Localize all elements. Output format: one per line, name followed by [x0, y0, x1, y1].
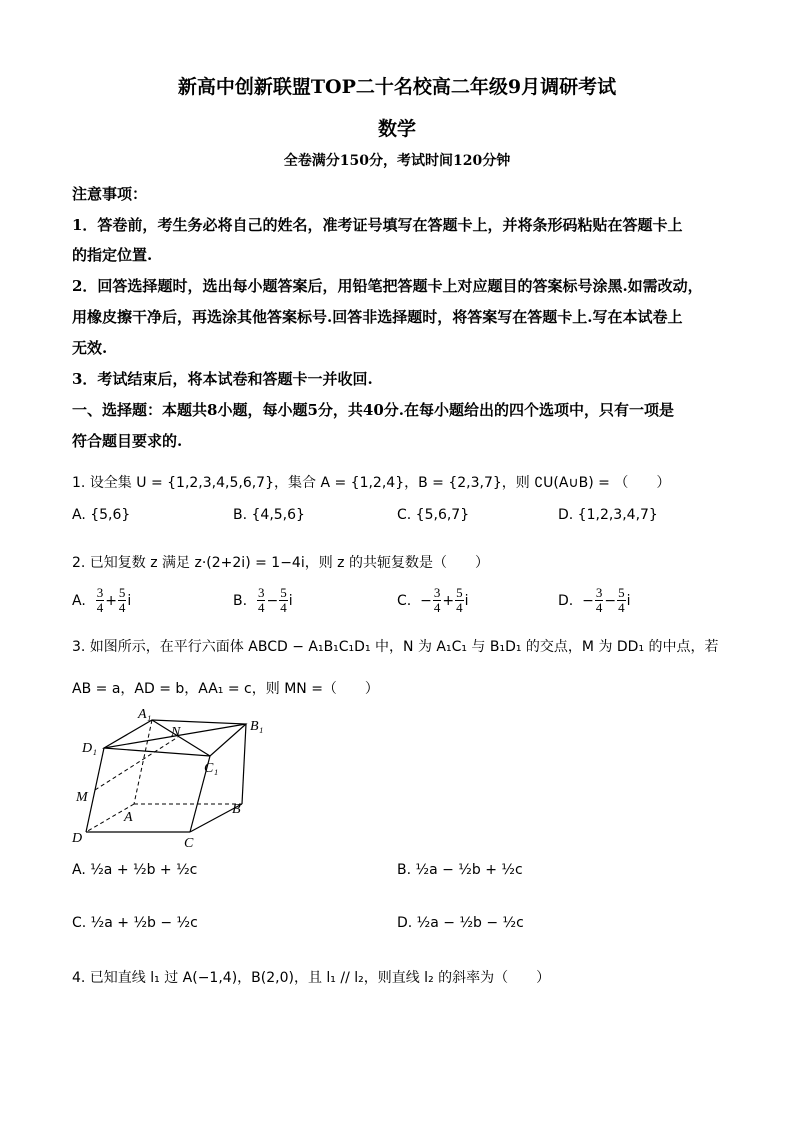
q3-option-a: A. ½a + ½b + ½c: [72, 862, 198, 878]
q2-a-num1: 3: [96, 585, 104, 600]
note-3: 3．考试结束后，将本试卷和答题卡一并收回.: [72, 370, 373, 388]
q1-option-a: A. {5,6}: [72, 507, 131, 523]
label-b1: B₁: [250, 719, 264, 734]
q1-option-b: B. {4,5,6}: [233, 507, 305, 523]
q1-option-c: C. {5,6,7}: [397, 507, 470, 523]
label-b: B: [232, 802, 241, 817]
edge-bb1: [242, 724, 246, 804]
note-2-line-a: 2．回答选择题时，选出每小题答案后，用铅笔把答题卡上对应题目的答案标号涂黑.如需改动，: [72, 277, 703, 295]
q2-b-op: −: [266, 592, 279, 609]
q1-stem: 1. 设全集 U = {1,2,3,4,5,6,7}，集合 A = {1,2,4}，B = {2,3,7}，则 ∁U(A∪B) = （ ）: [72, 475, 671, 491]
notes-heading: 注意事项：: [72, 185, 148, 203]
note-2-line-c: 无效.: [72, 339, 108, 357]
q2-c-prefix: −: [420, 592, 432, 609]
q3-stem-2: AB = a，AD = b，AA₁ = c，则 MN =（ ）: [72, 681, 379, 697]
q2-b-label: B.: [233, 592, 248, 609]
q2-d-frac1: [595, 586, 604, 615]
exam-info: 全卷满分150分，考试时间120分钟: [283, 153, 511, 169]
q1-option-d: D. {1,2,3,4,7}: [558, 507, 658, 523]
q3-option-b: B. ½a − ½b + ½c: [397, 862, 523, 878]
q2-option-d: [558, 586, 631, 615]
label-d1: D₁: [82, 741, 97, 756]
q2-d-prefix: −: [582, 592, 594, 609]
q2-c-op: +: [442, 592, 455, 609]
q2-b-frac2: [279, 586, 288, 615]
q2-b-den1: 4: [257, 600, 265, 615]
label-n: N: [171, 725, 181, 740]
parallelepiped-figure: [68, 700, 283, 850]
q3-option-c: C. ½a + ½b − ½c: [72, 915, 198, 931]
q2-a-frac1: [96, 586, 105, 615]
q2-c-num2: 5: [456, 585, 463, 600]
q2-c-tail: i: [464, 592, 469, 609]
q2-a-label: A.: [72, 592, 86, 609]
label-d: D: [72, 831, 83, 846]
q2-b-tail: i: [288, 592, 293, 609]
label-c1: C₁: [204, 761, 219, 776]
note-2-line-b: 用橡皮擦干净后，再选涂其他答案标号.回答非选择题时，将答案写在答题卡上.写在本试卷上: [72, 308, 683, 326]
q2-option-c: [397, 586, 469, 615]
q2-a-den2: 4: [118, 600, 126, 615]
q2-c-den1: 4: [433, 600, 441, 615]
q2-d-den1: 4: [595, 600, 603, 615]
q2-c-den2: 4: [456, 600, 463, 615]
q3-option-d: D. ½a − ½b − ½c: [397, 915, 524, 931]
q2-a-frac2: [118, 586, 127, 615]
q2-d-op: −: [604, 592, 617, 609]
section-1-instructions-a: 一、选择题：本题共8小题，每小题5分，共40分.在每小题给出的四个选项中，只有一项是: [72, 401, 674, 419]
q2-d-num1: 3: [595, 585, 603, 600]
exam-title: 新高中创新联盟TOP二十名校高二年级9月调研考试: [177, 76, 617, 98]
q2-b-den2: 4: [280, 600, 287, 615]
q2-a-den1: 4: [96, 600, 104, 615]
q3-stem: 3. 如图所示，在平行六面体 ABCD − A₁B₁C₁D₁ 中，N 为 A₁C₁ 与 B₁D₁ 的交点，M 为 DD₁ 的中点，若: [72, 639, 719, 655]
label-c: C: [184, 836, 194, 850]
section-1-instructions-b: 符合题目要求的.: [72, 432, 183, 450]
q2-d-num2: 5: [618, 585, 625, 600]
q2-b-num1: 3: [257, 585, 265, 600]
label-a: A: [124, 810, 133, 825]
q2-a-op: +: [105, 592, 117, 609]
q2-c-frac1: [433, 586, 442, 615]
q2-b-frac1: [257, 586, 266, 615]
label-m: M: [76, 790, 88, 805]
q2-c-num1: 3: [433, 585, 441, 600]
q2-d-den2: 4: [618, 600, 625, 615]
q2-d-label: D.: [558, 592, 574, 609]
q2-c-label: C.: [397, 592, 412, 609]
q4-stem: 4. 已知直线 l₁ 过 A(−1,4)，B(2,0)，且 l₁ // l₂，则直线 l₂ 的斜率为（ ）: [72, 970, 551, 986]
note-1-line-b: 的指定位置.: [72, 246, 153, 264]
segment-mn-hidden: [95, 737, 178, 790]
q2-a-tail: i: [127, 592, 132, 609]
q2-b-num2: 5: [280, 585, 287, 600]
note-1-line-a: 1．答卷前，考生务必将自己的姓名，准考证号填写在答题卡上，并将条形码粘贴在答题卡上: [72, 216, 683, 234]
q2-option-b: [233, 586, 293, 615]
edge-aa1-hidden: [134, 720, 152, 804]
subject-title: 数学: [377, 118, 416, 140]
q2-d-tail: i: [626, 592, 631, 609]
q2-d-frac2: [617, 586, 626, 615]
q2-stem: 2. 已知复数 z 满足 z·(2+2i) = 1−4i，则 z 的共轭复数是（ ）: [72, 555, 489, 571]
q2-a-num2: 5: [118, 585, 126, 600]
label-a1: A₁: [138, 707, 152, 722]
q2-option-a: [72, 586, 131, 615]
q2-c-frac2: [455, 586, 464, 615]
